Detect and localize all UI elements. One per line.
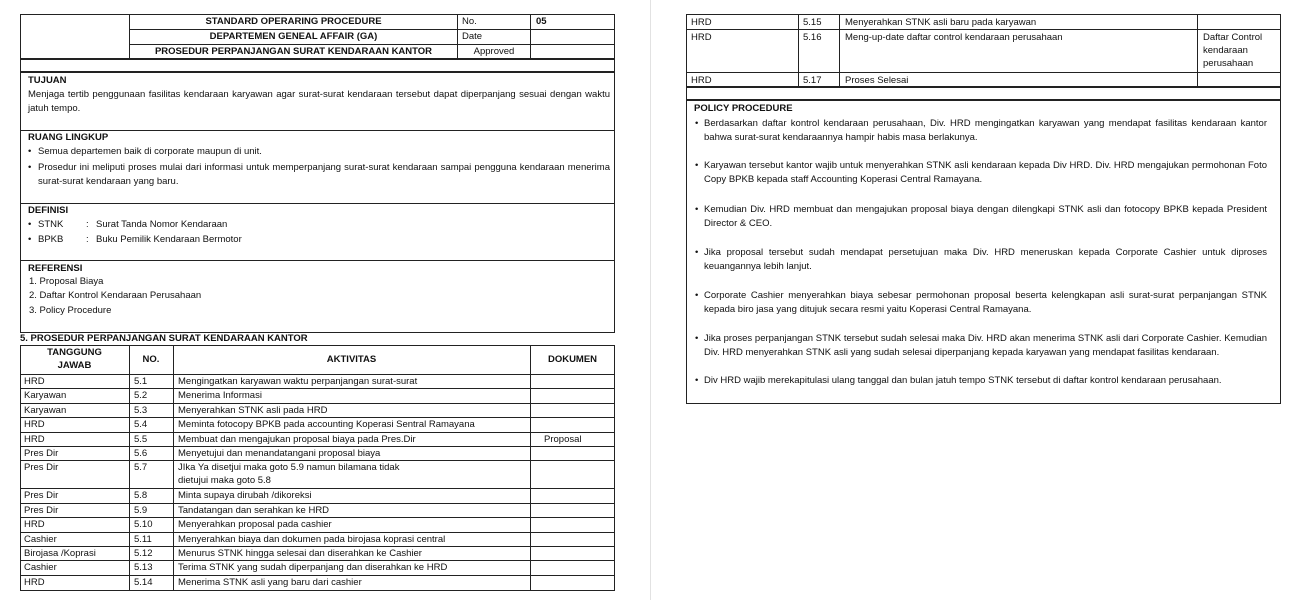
table-row-line	[20, 517, 615, 518]
spacer-row	[20, 59, 615, 72]
cell-pj: Birojasa /Koprasi	[24, 548, 96, 559]
policy-item: Berdasarkan daftar kontrol kendaraan perusahaan, Div. HRD mengingatkan karyawan yang mendapat fasilitas kendaraan kantor bahwa surat-surat kendaraannya hampir habis masa berlakunya.	[704, 118, 1267, 143]
cell-activity: Membuat dan mengajukan proposal biaya pada Pres.Dir	[178, 433, 416, 445]
cell-no: 5.6	[134, 448, 148, 459]
cell-no: 5.4	[134, 419, 148, 431]
cell-activity: Menerima STNK asli yang baru dari cashier	[178, 576, 362, 588]
tujuan-text: Menjaga tertib penggunaan fasilitas kendaraan karyawan agar surat-surat kendaraan tersebut dapat diperpanjang sesuai dengan waktu jatuh tempo.	[28, 89, 610, 114]
table-row-line	[20, 575, 615, 576]
policy-item: Karyawan tersebut kantor wajib untuk menyerahkan STNK asli kendaraan kepada Div HRD. Div. HRD mengajukan permohonan Foto Copy BPKB kepada staff Accounting Koperasi Central Ramayana.	[704, 160, 1267, 185]
table-row-line	[20, 460, 615, 461]
cell-no: 5.14	[134, 576, 153, 588]
document-page-left	[0, 0, 640, 600]
cell-activity: Menyerahkan STNK asli baru pada karyawan	[845, 17, 1037, 28]
cell-no: 5.13	[134, 562, 153, 574]
policy-item: Jika proses perpanjangan STNK tersebut sudah selesai maka Div. HRD akan menerima STNK asli dari Corporate Cashier. Kemudian Div. HRD menyerahkan STNK asli yang sudah selesai diperpanjang kepada karyawan yang mendapat fasilitas kendaraan.	[704, 333, 1267, 358]
spacer-row	[686, 87, 1281, 100]
table-row-line	[20, 503, 615, 504]
table-row-line	[20, 388, 615, 389]
col-header-dokumen: DOKUMEN	[547, 354, 598, 365]
cell-activity: Menyerahkan proposal pada cashier	[178, 519, 332, 531]
cell-no: 5.12	[134, 548, 153, 559]
bullet-icon: •	[695, 290, 699, 301]
table-row-line	[20, 374, 615, 375]
table-row-line	[20, 417, 615, 418]
cell-no: 5.16	[803, 32, 822, 43]
cell-pj: Pres Dir	[24, 504, 59, 516]
document-page-right	[655, 0, 1300, 600]
cell-activity: Menurus STNK hingga selesai dan diserahkan ke Cashier	[178, 548, 422, 559]
bullet-icon: •	[28, 146, 32, 157]
definition-row	[28, 234, 242, 246]
cell-document: Daftar Control	[1203, 32, 1263, 43]
cell-no: 5.9	[134, 504, 148, 516]
table-row-line	[20, 446, 615, 447]
cell-pj: HRD	[691, 32, 712, 43]
ruang-lingkup-item: Semua departemen baik di corporate maupun di unit.	[38, 146, 262, 157]
cell-pj: Karyawan	[24, 404, 67, 416]
bullet-icon: •	[695, 118, 699, 129]
definisi-section	[20, 203, 615, 261]
cell-no: 5.2	[134, 390, 148, 402]
cell-pj: HRD	[24, 576, 45, 588]
cell-pj: Cashier	[24, 533, 57, 545]
table-row-line	[20, 560, 615, 561]
department-name: DEPARTEMEN GENEAL AFFAIR (GA)	[209, 31, 378, 42]
cell-no: 5.1	[134, 376, 148, 387]
cell-pj: Karyawan	[24, 390, 67, 402]
table-row-line	[20, 403, 615, 404]
bullet-icon: •	[695, 160, 699, 171]
col-header-aktivitas: AKTIVITAS	[326, 354, 377, 365]
definition-separator: :	[86, 219, 89, 230]
cell-no: 5.3	[134, 404, 148, 416]
cell-activity: Meng-up-date daftar control kendaraan perusahaan	[845, 32, 1063, 43]
definisi-heading: DEFINISI	[28, 205, 69, 216]
bullet-icon: •	[695, 247, 699, 258]
cell-activity: Menyetujui dan menandatangani proposal biaya	[178, 448, 381, 459]
definition-desc: Buku Pemilik Kendaraan Bermotor	[96, 234, 242, 245]
referensi-item: 3. Policy Procedure	[29, 305, 112, 316]
cell-pj: HRD	[24, 376, 45, 387]
cell-activity: Menyerahkan biaya dan dokumen pada birojasa koprasi central	[178, 533, 446, 545]
bullet-icon: •	[28, 219, 32, 230]
no-value: 05	[536, 16, 547, 27]
cell-activity: Mengingatkan karyawan waktu perpanjangan surat-surat	[178, 376, 418, 387]
referensi-item: 2. Daftar Kontrol Kendaraan Perusahaan	[29, 290, 202, 301]
cell-activity: Menerima Informasi	[178, 390, 262, 402]
cell-activity: Minta supaya dirubah /dikoreksi	[178, 490, 312, 502]
definition-term: BPKB	[38, 234, 64, 245]
col-header-pj: JAWAB	[57, 360, 92, 371]
cell-activity: Proses Selesai	[845, 75, 909, 86]
table-row-line	[20, 532, 615, 533]
cell-document: Proposal	[544, 433, 582, 445]
tujuan-heading: TUJUAN	[28, 75, 67, 86]
definition-term: STNK	[38, 219, 64, 230]
policy-item: Kemudian Div. HRD membuat dan mengajukan proposal biaya dengan dilengkapi STNK asli dan fotocopy BPKB kepada President Director & CEO.	[704, 204, 1267, 229]
referensi-item: 1. Proposal Biaya	[29, 276, 104, 287]
ruang-lingkup-item: Prosedur ini meliputi proses mulai dari informasi untuk memperpanjang surat-surat kendaraan sampai pengguna kendaraan menerima surat-surat kendaraan yang baru.	[38, 162, 610, 187]
procedure-table-title: 5. PROSEDUR PERPANJANGAN SURAT KENDARAAN KANTOR	[20, 333, 308, 344]
no-label: No.	[462, 16, 477, 27]
bullet-icon: •	[28, 234, 32, 245]
definition-row	[28, 219, 228, 231]
cell-pj: HRD	[691, 75, 712, 86]
table-row-line	[20, 546, 615, 547]
col-header-no: NO.	[142, 354, 160, 365]
definition-desc: Surat Tanda Nomor Kendaraan	[96, 219, 228, 230]
cell-no: 5.5	[134, 433, 148, 445]
cell-activity: Terima STNK yang sudah diperpanjang dan diserahkan ke HRD	[178, 562, 448, 574]
cell-activity: Tandatangan dan serahkan ke HRD	[178, 504, 330, 516]
cell-no: 5.15	[803, 17, 822, 28]
bullet-icon: •	[695, 333, 699, 344]
procedure-name: PROSEDUR PERPANJANGAN SURAT KENDARAAN KANTOR	[154, 46, 433, 57]
policy-item: Jika proposal tersebut sudah mendapat persetujuan maka Div. HRD meneruskan kepada Corporate Cashier untuk diproses keuangannya lebih lanjut.	[704, 247, 1267, 272]
cell-activity: dietujui maka goto 5.8	[178, 475, 271, 487]
cell-pj: Pres Dir	[24, 462, 59, 474]
col-header-pj: TANGGUNG	[47, 347, 102, 358]
approved-label: Approved	[473, 46, 515, 57]
cell-activity: Meminta fotocopy BPKB pada accounting Koperasi Sentral Ramayana	[178, 419, 475, 431]
policy-item: Corporate Cashier menyerahkan biaya sebesar permohonan proposal beserta kelengkapan asli surat-surat perpanjangan STNK kepada biro jasa yang ditujuk secara resmi yaitu Koperasi Central Ramayana.	[704, 290, 1267, 315]
cell-no: 5.10	[134, 519, 153, 531]
cell-no: 5.17	[803, 75, 822, 86]
bullet-icon: •	[695, 375, 699, 386]
sop-title: STANDARD OPERARING PROCEDURE	[205, 16, 382, 27]
cell-document: kendaraan	[1203, 45, 1248, 56]
cell-activity: JIka Ya disetjui maka goto 5.9 namun bilamana tidak	[178, 462, 400, 474]
cell-pj: Pres Dir	[24, 490, 59, 502]
cell-no: 5.8	[134, 490, 148, 502]
cell-activity: Menyerahkan STNK asli pada HRD	[178, 404, 328, 416]
cell-no: 5.7	[134, 462, 148, 474]
cell-pj: HRD	[691, 17, 712, 28]
cell-pj: Cashier	[24, 562, 57, 574]
cell-document: perusahaan	[1203, 58, 1254, 69]
cell-pj: HRD	[24, 519, 45, 531]
cell-pj: HRD	[24, 433, 45, 445]
date-label: Date	[462, 31, 483, 42]
table-row-line	[20, 432, 615, 433]
policy-item: Div HRD wajib merekapitulasi ulang tanggal dan bulan jatuh tempo STNK tersebut di daftar kontrol kendaraan perusahaan.	[704, 375, 1222, 386]
policy-heading: POLICY PROCEDURE	[694, 103, 793, 114]
bullet-icon: •	[28, 162, 32, 173]
definition-separator: :	[86, 234, 89, 245]
ruang-lingkup-heading: RUANG LINGKUP	[28, 132, 109, 143]
bullet-icon: •	[695, 204, 699, 215]
referensi-heading: REFERENSI	[28, 263, 83, 274]
page-divider	[650, 0, 651, 600]
cell-no: 5.11	[134, 533, 152, 545]
cell-pj: Pres Dir	[24, 448, 59, 459]
table-row-line	[20, 488, 615, 489]
cell-pj: HRD	[24, 419, 45, 431]
